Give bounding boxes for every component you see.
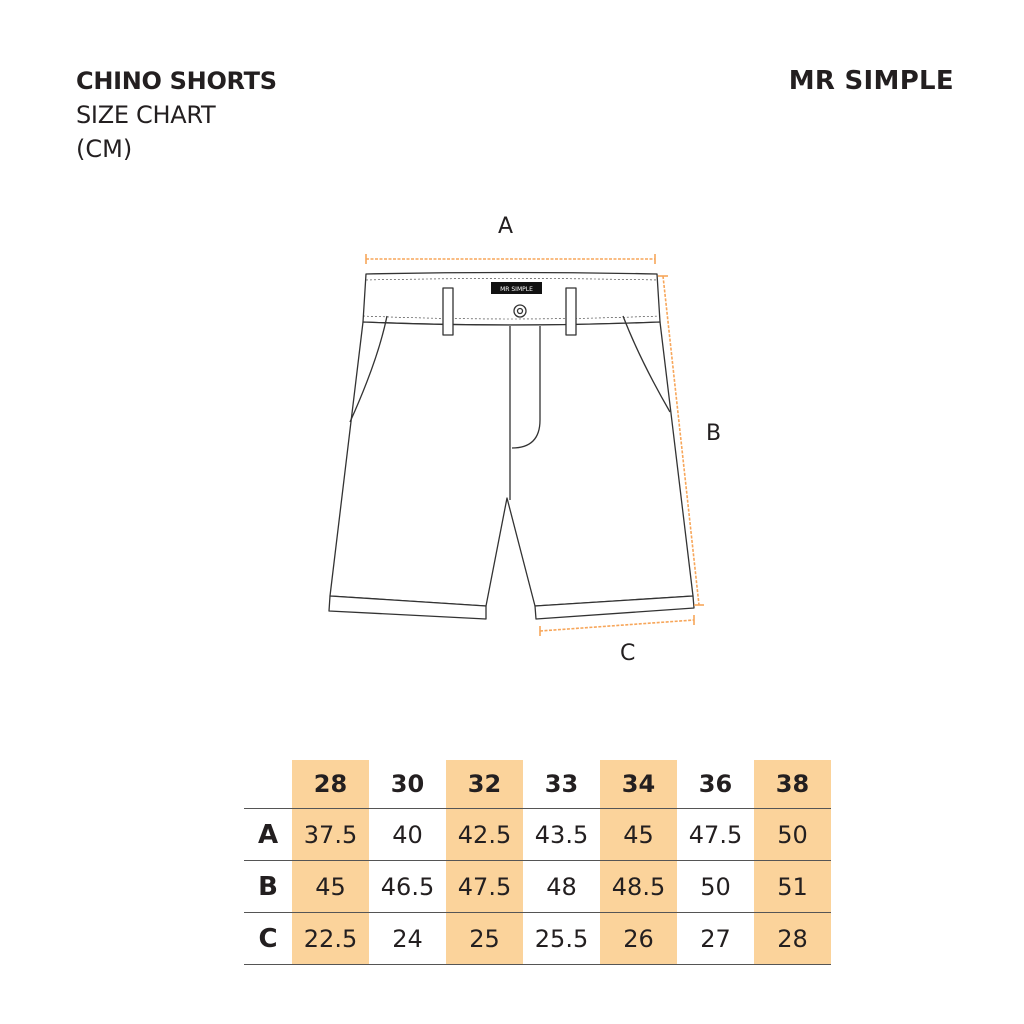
label-b: B [706, 421, 722, 446]
size-table [244, 760, 831, 965]
table-cell: 43.5 [523, 809, 600, 861]
table-cell: 25.5 [523, 913, 600, 965]
table-cell: 27 [677, 913, 754, 965]
size-header-row [244, 760, 831, 809]
table-cell: 50 [754, 809, 831, 861]
table-cell: 50 [677, 861, 754, 913]
table-cell: 22.5 [292, 913, 369, 965]
row-label: B [244, 861, 292, 913]
size-header: 34 [600, 760, 677, 809]
table-cell: 40 [369, 809, 446, 861]
measure-line-c [540, 620, 694, 631]
row-label: C [244, 913, 292, 965]
units-label: (CM) [76, 135, 133, 163]
table-cell: 46.5 [369, 861, 446, 913]
table-cell: 48.5 [600, 861, 677, 913]
belt-loop-right [566, 288, 576, 335]
size-header: 30 [390, 770, 425, 798]
waistband [363, 273, 660, 326]
label-c: C [620, 641, 636, 666]
size-header: 36 [698, 770, 733, 798]
shorts-body [330, 322, 693, 606]
table-row [244, 861, 831, 913]
belt-loop-left [443, 288, 453, 335]
table-cell: 48 [523, 861, 600, 913]
size-header: 33 [544, 770, 579, 798]
table-cell: 45 [292, 861, 369, 913]
table-cell: 37.5 [292, 809, 369, 861]
table-cell: 24 [369, 913, 446, 965]
size-header: 38 [754, 760, 831, 809]
table-cell: 45 [600, 809, 677, 861]
table-row [244, 809, 831, 861]
size-header: 32 [446, 760, 523, 809]
table-row [244, 913, 831, 965]
label-a: A [498, 214, 514, 239]
table-cell: 47.5 [446, 861, 523, 913]
table-cell: 25 [446, 913, 523, 965]
table-cell: 51 [754, 861, 831, 913]
row-label: A [244, 809, 292, 861]
table-cell: 47.5 [677, 809, 754, 861]
button [514, 305, 526, 317]
brand-logo: MR SIMPLE [788, 66, 954, 96]
chart-subtitle: SIZE CHART [76, 101, 216, 129]
table-cell: 28 [754, 913, 831, 965]
table-cell: 42.5 [446, 809, 523, 861]
table-cell: 26 [600, 913, 677, 965]
product-title: CHINO SHORTS [76, 67, 277, 95]
brand-tag-text: MR SIMPLE [500, 286, 533, 293]
corner-cell [244, 760, 292, 809]
size-header: 28 [292, 760, 369, 809]
